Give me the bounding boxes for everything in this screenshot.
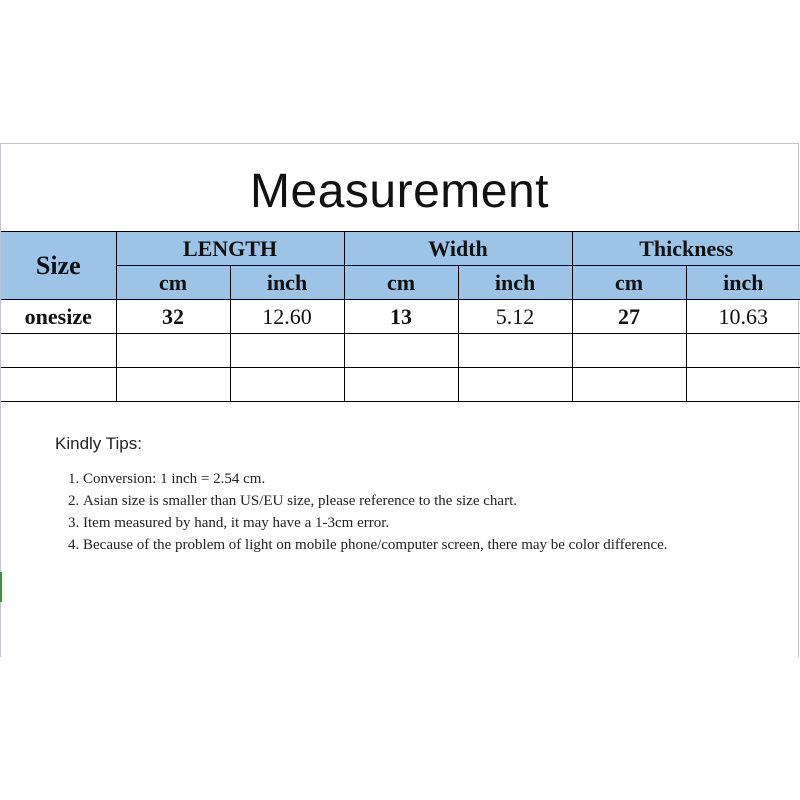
- tip-item: 3. Item measured by hand, it may have a 1-3cm error.: [83, 512, 755, 534]
- table-cell: 32: [116, 300, 230, 334]
- unit-header: cm: [344, 266, 458, 300]
- row-label: [1, 334, 116, 368]
- group-header-thickness: Thickness: [572, 232, 800, 266]
- table-cell: [230, 334, 344, 368]
- tip-item: 2. Asian size is smaller than US/EU size, please reference to the size chart.: [83, 490, 755, 512]
- table-cell: [344, 334, 458, 368]
- table-header-row-units: [1, 266, 800, 300]
- tips-section: [55, 434, 755, 556]
- unit-header: inch: [230, 266, 344, 300]
- table-cell: 27: [572, 300, 686, 334]
- table-row: [1, 300, 800, 334]
- table-cell: [572, 334, 686, 368]
- tips-heading: Kindly Tips:: [55, 434, 142, 453]
- table-row: [1, 368, 800, 402]
- row-label: [1, 368, 116, 402]
- row-label: onesize: [1, 300, 116, 334]
- table-cell: [458, 334, 572, 368]
- group-header-width: Width: [344, 232, 572, 266]
- table-cell: 10.63: [686, 300, 800, 334]
- table-cell: 12.60: [230, 300, 344, 334]
- unit-header: inch: [686, 266, 800, 300]
- tip-item: 1. Conversion: 1 inch = 2.54 cm.: [83, 468, 755, 490]
- page-title: Measurement: [250, 165, 549, 218]
- table-cell: [116, 334, 230, 368]
- size-column-header: Size: [1, 232, 116, 300]
- table-cell: [458, 368, 572, 402]
- table-cell: 13: [344, 300, 458, 334]
- table-cell: [572, 368, 686, 402]
- table-cell: [686, 368, 800, 402]
- measurement-sheet: [0, 143, 799, 657]
- unit-header: cm: [116, 266, 230, 300]
- unit-header: cm: [572, 266, 686, 300]
- table-cell: [230, 368, 344, 402]
- table-cell: [344, 368, 458, 402]
- group-header-length: LENGTH: [116, 232, 344, 266]
- table-cell: 5.12: [458, 300, 572, 334]
- table-cell: [686, 334, 800, 368]
- table-row: [1, 334, 800, 368]
- tips-list: [55, 468, 755, 556]
- unit-header: inch: [458, 266, 572, 300]
- tip-item: 4. Because of the problem of light on mobile phone/computer screen, there may be color difference.: [83, 534, 755, 556]
- table-cell: [116, 368, 230, 402]
- table-header-row-groups: [1, 232, 800, 266]
- size-table: [1, 231, 800, 402]
- edge-mark: [0, 572, 2, 602]
